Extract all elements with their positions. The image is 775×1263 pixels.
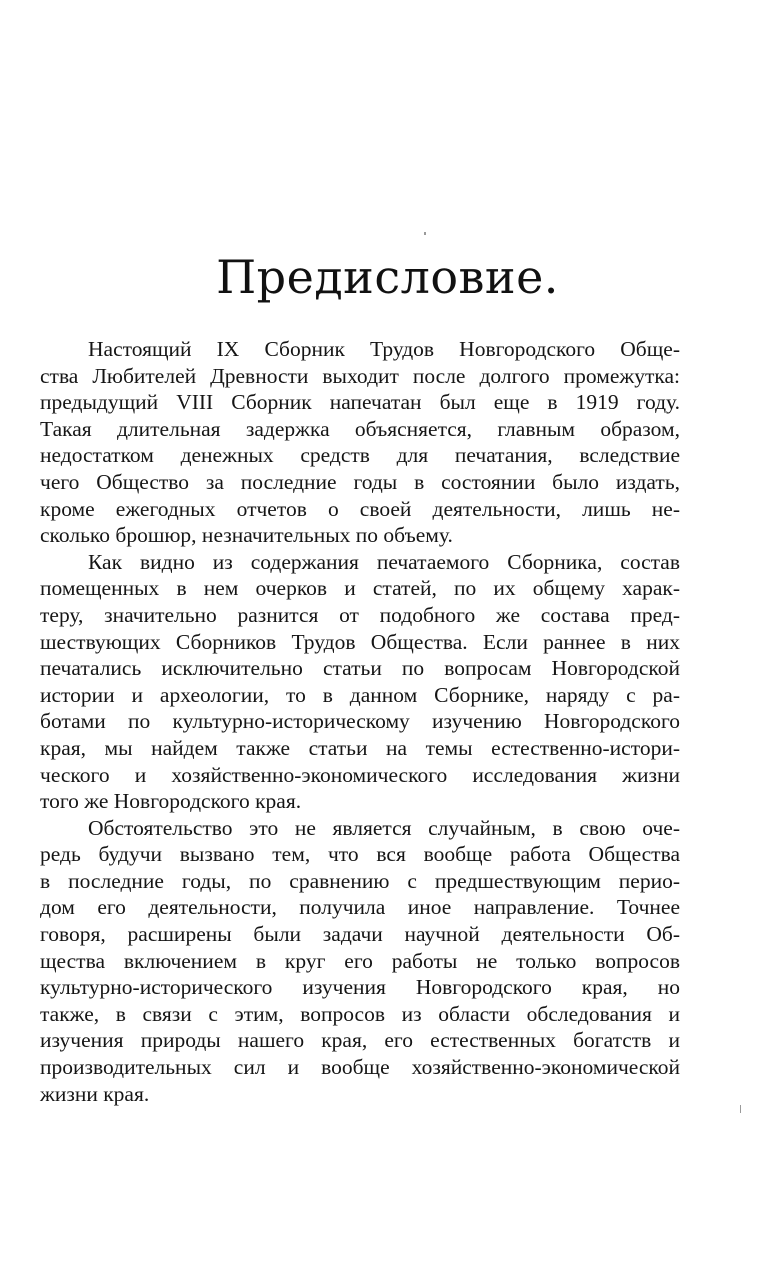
text-line: кроме ежегодных отчетов о своей деятельности, лишь не- bbox=[40, 496, 680, 521]
paper-speck bbox=[740, 1105, 741, 1113]
text-line: помещенных в нем очерков и статей, по их общему харак- bbox=[40, 576, 680, 601]
paragraph-3 bbox=[40, 815, 680, 1108]
text-line: ческого и хозяйственно-экономического исследования жизни bbox=[40, 762, 680, 787]
text-line: жизни края. bbox=[40, 1081, 150, 1106]
text-line: щества включением в круг его работы не только вопросов bbox=[40, 948, 680, 973]
text-line: говоря, расширены были задачи научной деятельности Об- bbox=[40, 922, 680, 947]
text-line: края, мы найдем также статьи на темы естественно-истори- bbox=[40, 735, 680, 760]
text-line: ботами по культурно-историческому изучению Новгородского bbox=[40, 709, 680, 734]
page-title: Предисловие. bbox=[216, 250, 559, 304]
text-line: дом его деятельности, получила иное направление. Точнее bbox=[40, 895, 680, 920]
text-line: Обстоятельство это не является случайным, в свою оче- bbox=[88, 815, 680, 840]
paper-speck bbox=[424, 232, 426, 235]
text-line: печатались исключительно статьи по вопросам Новгородской bbox=[40, 656, 680, 681]
text-line: в последние годы, по сравнению с предшествующим перио- bbox=[40, 868, 680, 893]
text-line: теру, значительно разнится от подобного же состава пред- bbox=[40, 602, 680, 627]
paragraph-1 bbox=[40, 336, 680, 549]
text-line: чего Общество за последние годы в состоянии было издать, bbox=[40, 469, 680, 494]
paragraph-2 bbox=[40, 549, 680, 815]
text-line: изучения природы нашего края, его естественных богатств и bbox=[40, 1028, 680, 1053]
text-line: истории и археологии, то в данном Сборнике, наряду с ра- bbox=[40, 682, 680, 707]
text-line: также, в связи с этим, вопросов из области обследования и bbox=[40, 1001, 680, 1026]
text-line: недостатком денежных средств для печатания, вследствие bbox=[40, 443, 680, 468]
text-line: Как видно из содержания печатаемого Сборника, состав bbox=[88, 549, 680, 574]
text-line: предыдущий VIII Сборник напечатан был еще в 1919 году. bbox=[40, 390, 680, 415]
text-line: производительных сил и вообще хозяйственно-экономической bbox=[40, 1055, 680, 1080]
text-line: сколько брошюр, незначительных по объему. bbox=[40, 523, 453, 548]
text-line: редь будучи вызвано тем, что вся вообще работа Общества bbox=[40, 842, 680, 867]
text-line: того же Новгородского края. bbox=[40, 789, 302, 814]
text-line: ства Любителей Древности выходит после долгого промежутка: bbox=[40, 363, 680, 388]
text-line: Настоящий IX Сборник Трудов Новгородского Обще- bbox=[88, 337, 680, 361]
text-line: шествующих Сборников Трудов Общества. Если раннее в них bbox=[40, 629, 680, 654]
text-line: культурно-исторического изучения Новгородского края, но bbox=[40, 975, 680, 1000]
body-text bbox=[40, 336, 680, 1107]
text-line: Такая длительная задержка объясняется, главным образом, bbox=[40, 416, 680, 441]
